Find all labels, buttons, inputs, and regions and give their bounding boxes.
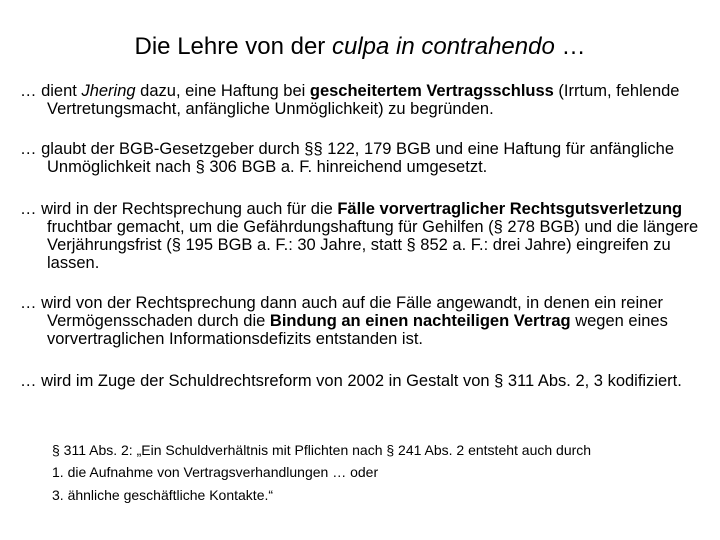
paragraph-3 <box>20 200 720 272</box>
p4-post: wegen eines vorvertraglichen Informationsdefizits entstanden ist. <box>47 312 668 348</box>
title-italic: culpa in contrahendo <box>331 33 555 60</box>
title-ellipsis: … <box>554 33 586 60</box>
quote-line-1: § 311 Abs. 2: „Ein Schuldverhältnis mit Pflichten nach § 241 Abs. 2 entsteht auch durch <box>52 442 592 458</box>
p1-bold: gescheitertem Vertragsschluss <box>309 82 554 100</box>
quote-line-2: 1. die Aufnahme von Vertragsverhandlungen … oder <box>52 464 379 480</box>
paragraph-2 <box>20 140 720 176</box>
p3-post: fruchtbar gemacht, um die Gefährdungshaftung für Gehilfen (§ 278 BGB) und die längere Verjährungsfrist (§ 195 BGB a. F.: 30 Jahre, statt § 852 a. F.: drei Jahre) eingreifen zu lassen. <box>47 218 699 272</box>
p3-pre: … wird in der Rechtsprechung auch für die <box>20 200 338 218</box>
slide-title <box>0 32 720 62</box>
p5-text: … wird im Zuge der Schuldrechtsreform von 2002 in Gestalt von § 311 Abs. 2, 3 kodifiziert. <box>20 372 682 390</box>
p4-pre: … wird von der Rechtsprechung dann auch auf die Fälle angewandt, in denen ein reiner Vermögensschaden durch die <box>20 294 663 330</box>
paragraph-1 <box>20 82 720 118</box>
p1-mid: dazu, eine Haftung bei <box>135 82 310 100</box>
p4-bold: Bindung an einen nachteiligen Vertrag <box>269 312 571 330</box>
p1-name: Jhering <box>81 82 136 100</box>
p1-pre: … dient <box>20 82 82 100</box>
p3-bold: Fälle vorvertraglicher Rechtsgutsverletzung <box>337 200 683 218</box>
title-text: Die Lehre von der <box>134 33 332 60</box>
paragraph-5 <box>20 372 720 390</box>
quote-line-3: 3. ähnliche geschäftliche Kontakte.“ <box>52 487 274 503</box>
paragraph-4 <box>20 294 720 348</box>
p1-post: (Irrtum, fehlende Vertretungsmacht, anfängliche Unmöglichkeit) zu begründen. <box>47 82 680 118</box>
p2-text: … glaubt der BGB-Gesetzgeber durch §§ 122, 179 BGB und eine Haftung für anfängliche Unmöglichkeit nach § 306 BGB a. F. hinreichend umgesetzt. <box>20 140 674 176</box>
